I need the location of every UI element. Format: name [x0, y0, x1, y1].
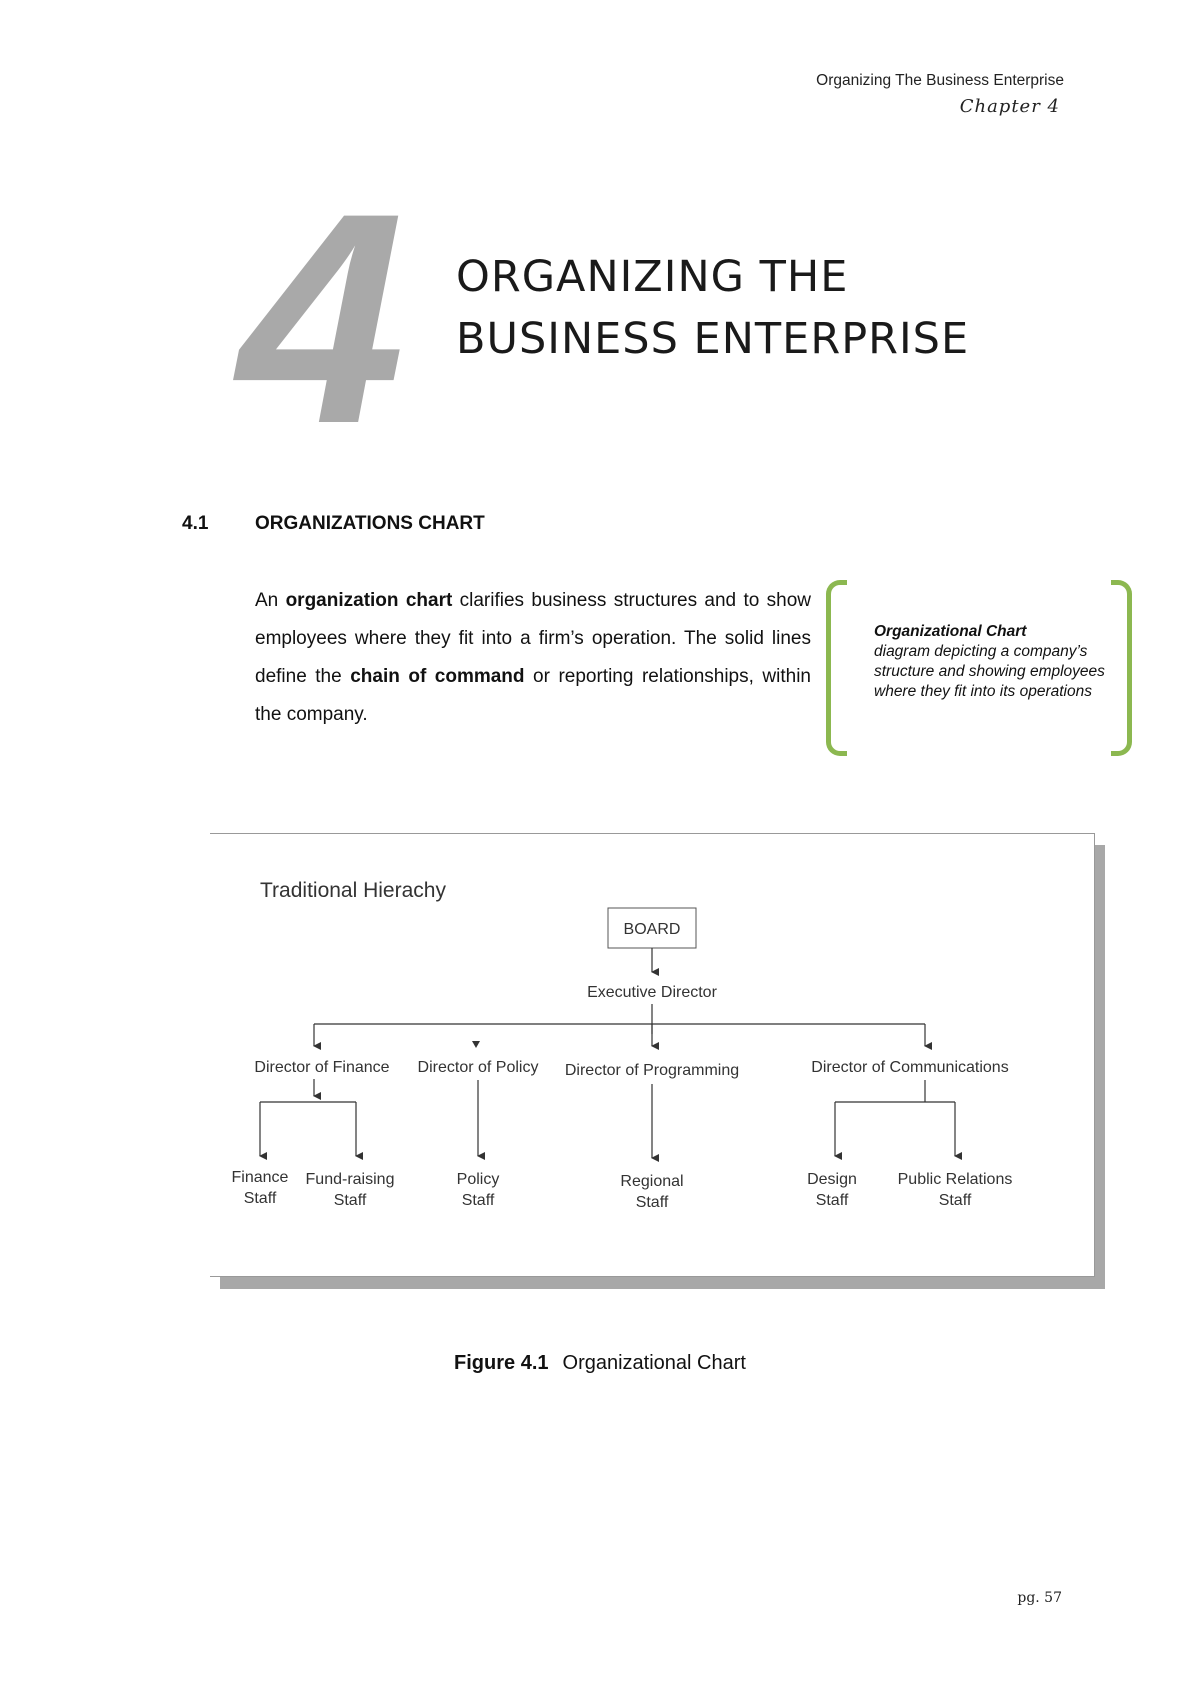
left-bracket [826, 580, 847, 756]
body-paragraph [255, 582, 811, 734]
staff-pr-l1: Public Relations [897, 1171, 1013, 1188]
staff-policy-l2: Staff [461, 1192, 495, 1209]
figure-caption-label: Figure 4.1 [454, 1352, 549, 1374]
staff-regional-l2: Staff [635, 1194, 669, 1211]
arrow-to-policy [472, 1041, 480, 1048]
director-finance: Director of Finance [254, 1059, 390, 1076]
staff-finance-l2: Staff [243, 1190, 277, 1207]
chapter-title-line2: BUSINESS ENTERPRISE [456, 314, 970, 364]
staff-fundraising-l2: Staff [333, 1192, 367, 1209]
running-header-chapter: Chapter 4 [959, 96, 1060, 117]
term-chain-of-command: chain of command [350, 666, 525, 687]
director-policy: Director of Policy [417, 1059, 539, 1076]
org-chart-figure [210, 833, 1095, 1277]
staff-pr-l2: Staff [938, 1192, 972, 1209]
executive-label: Executive Director [587, 984, 717, 1001]
sidebar-term: Organizational Chart [874, 623, 1027, 640]
figure-caption-text: Organizational Chart [562, 1352, 746, 1374]
right-bracket [1111, 580, 1132, 756]
org-chart-diagram [210, 834, 1095, 1277]
running-header-title: Organizing The Business Enterprise [816, 72, 1064, 89]
chapter-title [456, 246, 969, 370]
figure-caption [0, 1352, 1200, 1375]
paragraph-text-1: An [255, 590, 286, 611]
page-number: pg. 57 [1017, 1590, 1062, 1606]
chapter-number: 4 [238, 150, 405, 486]
board-label: BOARD [623, 921, 681, 938]
section-number: 4.1 [182, 513, 209, 534]
figure-heading: Traditional Hierachy [260, 879, 446, 902]
sidebar-text [874, 622, 1106, 702]
staff-regional-l1: Regional [620, 1173, 684, 1190]
staff-fundraising-l1: Fund-raising [305, 1171, 395, 1188]
staff-design-l2: Staff [815, 1192, 849, 1209]
director-programming: Director of Programming [564, 1062, 740, 1079]
term-organization-chart: organization chart [285, 590, 453, 611]
definition-sidebar [826, 580, 1132, 754]
director-communications: Director of Communications [811, 1059, 1009, 1076]
staff-policy-l1: Policy [456, 1171, 500, 1188]
sidebar-definition: diagram depicting a company’s structure and showing employees where they fit into its operations [874, 643, 1105, 700]
paragraph-text-3: or reporting relationships, within the company. [255, 666, 811, 725]
staff-finance-l1: Finance [231, 1169, 289, 1186]
chapter-title-line1: ORGANIZING THE [456, 252, 849, 302]
section-title: ORGANIZATIONS CHART [255, 513, 485, 534]
paragraph-text-2: clarifies business structures and to show employees where they fit into a firm’s operation. The solid lines define the [255, 590, 811, 687]
staff-design-l1: Design [807, 1171, 857, 1188]
